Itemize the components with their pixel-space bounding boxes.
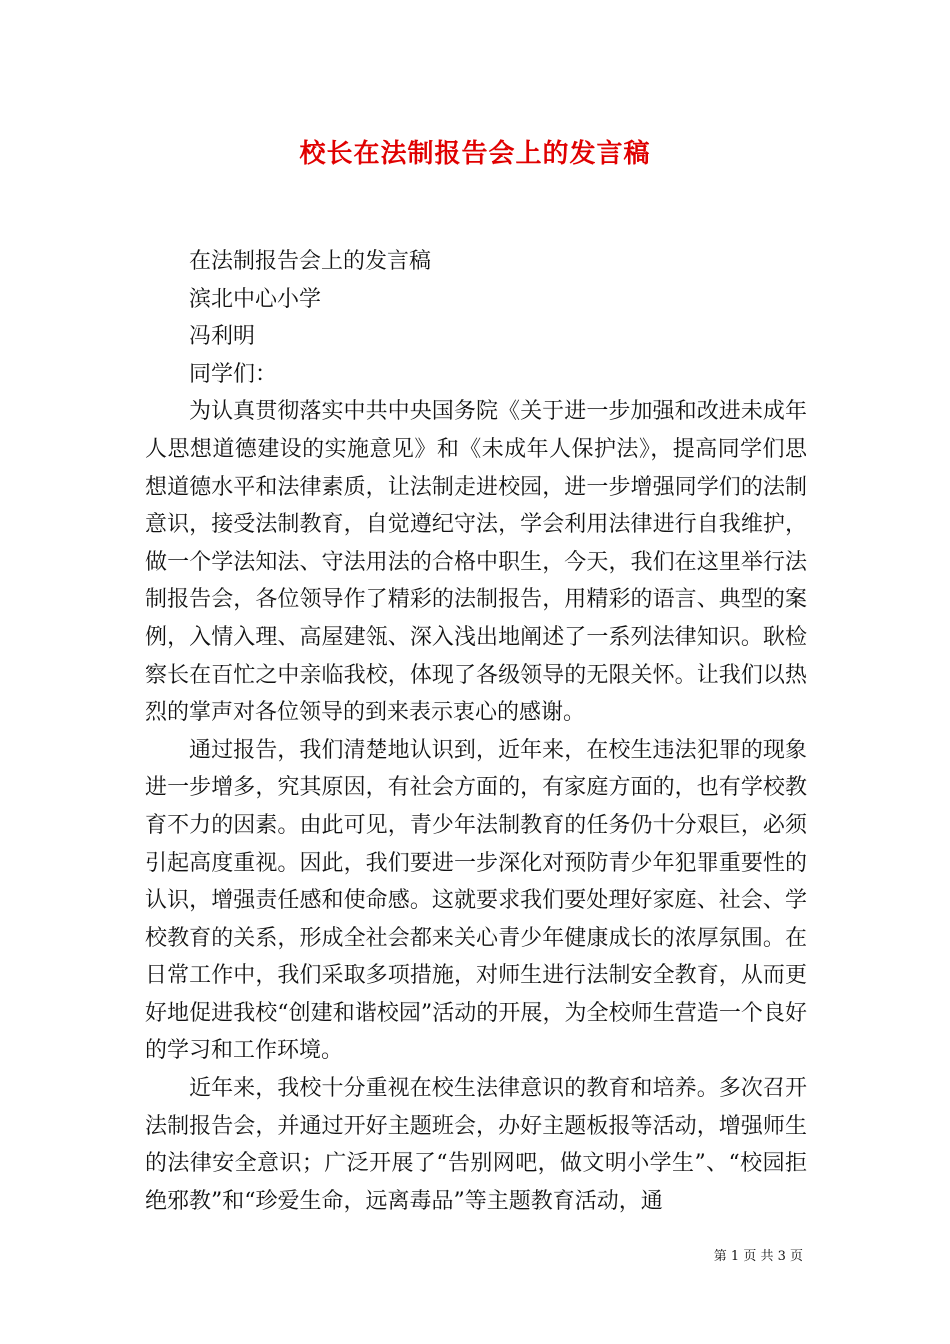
document-title: 校长在法制报告会上的发言稿 [299,139,651,169]
paragraph: 通过报告，我们清楚地认识到，近年来，在校生违法犯罪的现象进一步增多，究其原因，有社会方面的，有家庭方面的，也有学校教育不力的因素。由此可见，青少年法制教育的任务仍十分艰巨，必须引起高度重视。因此，我们要进一步深化对预防青少年犯罪重要性的认识，增强责任感和使命感。这就要求我们要处理好家庭、社会、学校教育的关系，形成全社会都来关心青少年健康成长的浓厚氛围。在日常工作中，我们采取多项措施，对师生进行法制安全教育，从而更好地促进我校“创建和谐校园”活动的开展，为全校师生营造一个良好的学习和工作环境。 [145,737,807,1064]
author-name: 冯利明 [189,324,256,350]
subtitle-line: 在法制报告会上的发言稿 [189,249,432,274]
document-body [145,243,807,1220]
paragraph: 近年来，我校十分重视在校生法律意识的教育和培养。多次召开法制报告会，并通过开好主题班会，办好主题板报等活动，增强师生的法律安全意识；广泛开展了“告别网吧，做文明小学生”、“校园拒绝邪教”和“珍爱生命，远离毒品”等主题教育活动，通 [145,1076,807,1214]
school-name: 滨北中心小学 [189,286,322,312]
paragraph: 为认真贯彻落实中共中央国务院《关于进一步加强和改进未成年人思想道德建设的实施意见》和《未成年人保护法》，提高同学们思想道德水平和法律素质，让法制走进校园，进一步增强同学们的法制意识，接受法制教育，自觉遵纪守法，学会利用法律进行自我维护，做一个学法知法、守法用法的合格中职生，今天，我们在这里举行法制报告会，各位领导作了精彩的法制报告，用精彩的语言、典型的案例，入情入理、高屋建瓴、深入浅出地阐述了一系列法律知识。耿检察长在百忙之中亲临我校，体现了各级领导的无限关怀。让我们以热烈的掌声对各位领导的到来表示衷心的感谢。 [145,399,807,726]
page-number-footer: 第 1 页 共 3 页 [713,1249,803,1264]
salutation: 同学们： [189,361,278,387]
